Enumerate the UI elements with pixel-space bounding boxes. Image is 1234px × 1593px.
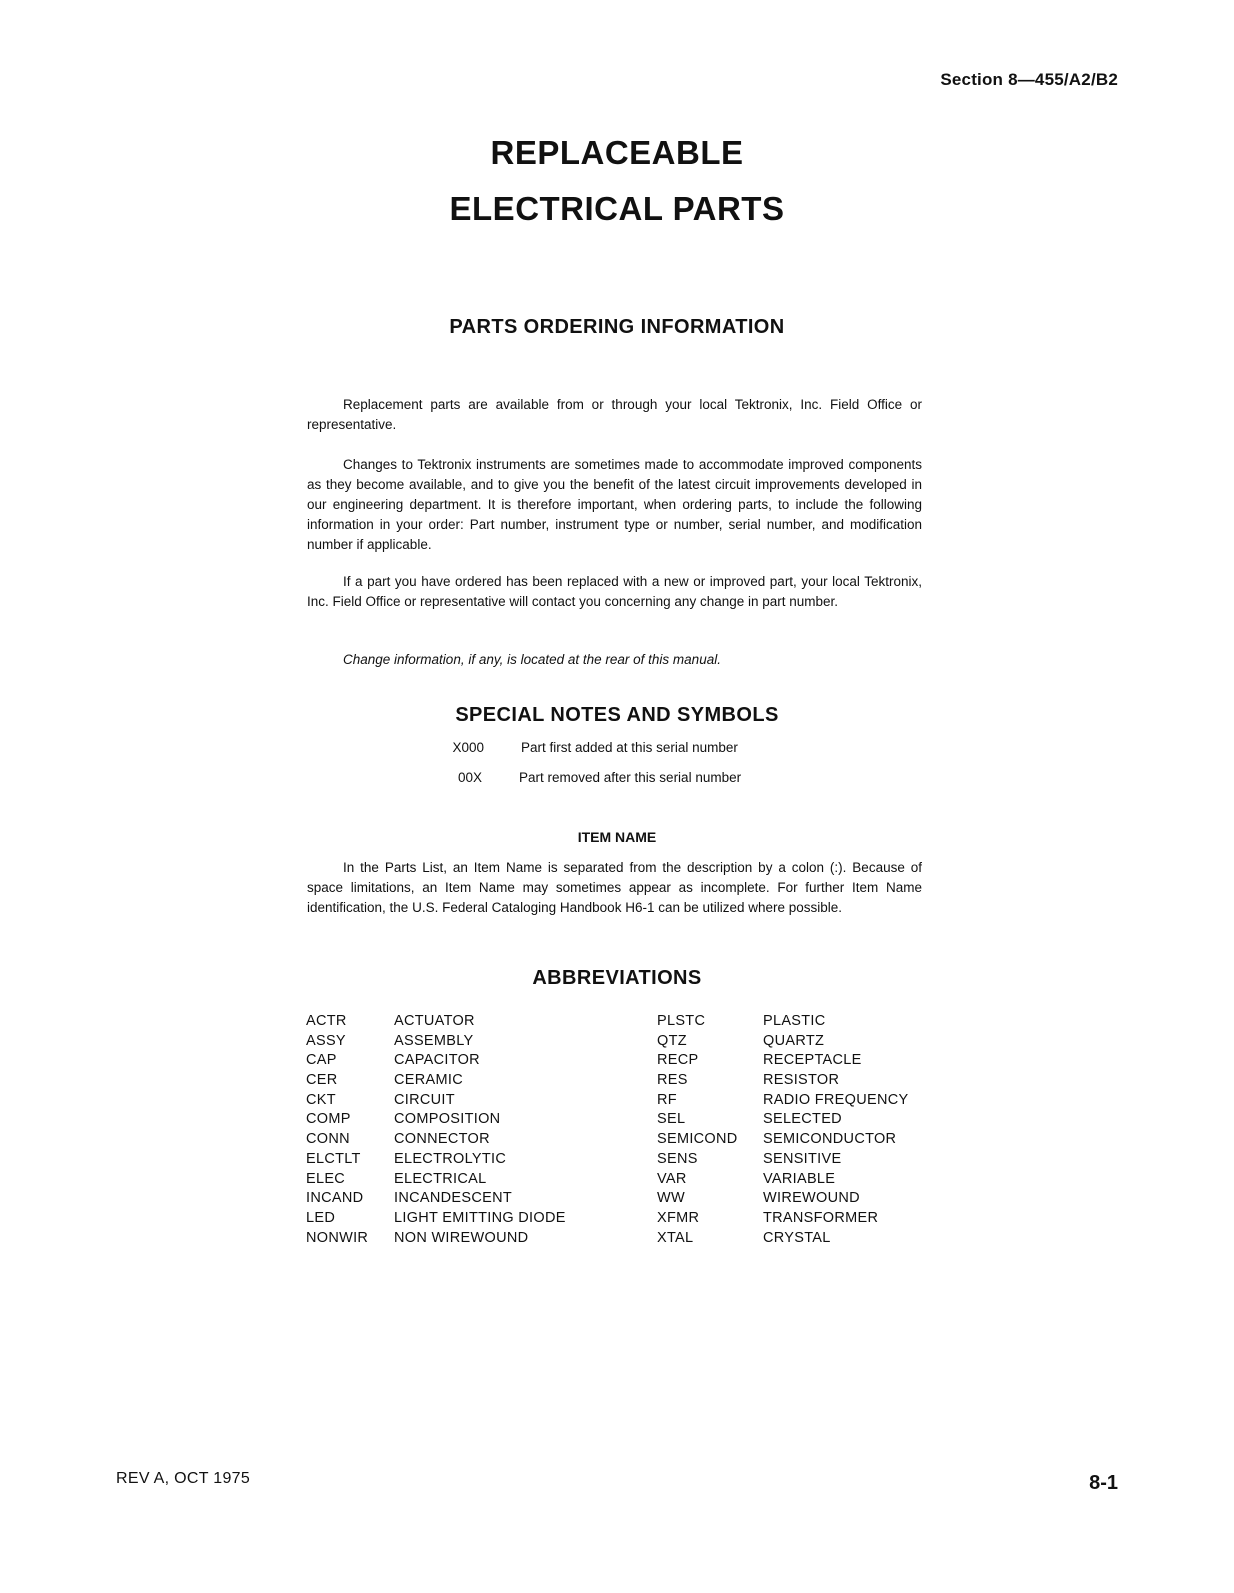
abbr-code: XTAL [657, 1229, 694, 1246]
abbr-code: ASSY [306, 1032, 346, 1049]
abbr-meaning: SELECTED [763, 1111, 842, 1128]
abbr-meaning: ACTUATOR [394, 1013, 475, 1029]
abbr-meaning: CONNECTOR [394, 1131, 490, 1148]
abbr-code: INCAND [306, 1190, 364, 1207]
abbr-meaning: RADIO FREQUENCY [763, 1091, 909, 1108]
abbr-right-meanings [763, 1012, 909, 1248]
abbr-left-meanings [394, 1012, 566, 1248]
revision-label: REV A, OCT 1975 [116, 1470, 251, 1487]
abbr-meaning: QUARTZ [763, 1032, 825, 1049]
abbr-meaning: RESISTOR [763, 1072, 840, 1089]
abbr-code: WW [657, 1190, 685, 1207]
abbr-code: PLSTC [657, 1013, 706, 1029]
symbol-desc-1: Part first added at this serial number [521, 740, 738, 755]
item-name-paragraph: In the Parts List, an Item Name is separated from the description by a colon (:). Because of space limitations, an Item Name may sometimes appear as incomplete. For further Item Name identification, the U.S. Federal Cataloging Handbook H6-1 can be utilized where possible. [307, 860, 922, 915]
notes-heading: SPECIAL NOTES AND SYMBOLS [455, 704, 779, 726]
abbr-meaning: RECEPTACLE [763, 1052, 862, 1069]
abbr-code: VAR [657, 1170, 687, 1187]
abbr-meaning: INCANDESCENT [394, 1190, 512, 1207]
abbr-left-codes [306, 1012, 368, 1248]
page-title-line2: ELECTRICAL PARTS [449, 190, 785, 227]
abbr-right-codes [657, 1012, 738, 1248]
item-name-heading: ITEM NAME [577, 829, 657, 845]
abbr-code: ELCTLT [306, 1150, 361, 1167]
abbr-meaning: LIGHT EMITTING DIODE [394, 1209, 566, 1226]
abbr-meaning: WIREWOUND [763, 1190, 860, 1207]
abbr-code: LED [306, 1209, 336, 1226]
ordering-heading: PARTS ORDERING INFORMATION [449, 316, 785, 338]
abbr-meaning: VARIABLE [763, 1170, 836, 1187]
symbol-code-1: X000 [452, 740, 484, 755]
symbol-code-2: 00X [457, 770, 482, 785]
abbr-meaning: SEMICONDUCTOR [763, 1131, 897, 1148]
ordering-paragraph-3: If a part you have ordered has been replaced with a new or improved part, your local Tektronix, Inc. Field Office or representative will contact you concerning any change in part number. [307, 574, 922, 609]
abbr-code: ELEC [306, 1170, 346, 1187]
abbr-code: SENS [657, 1150, 698, 1167]
abbr-meaning: CRYSTAL [763, 1229, 831, 1246]
abbr-code: RECP [657, 1052, 699, 1069]
abbr-code: NONWIR [306, 1229, 369, 1246]
abbr-code: SEL [657, 1111, 686, 1128]
abbr-code: CAP [306, 1052, 337, 1069]
abbr-code: CONN [306, 1131, 350, 1148]
abbr-meaning: CAPACITOR [394, 1052, 480, 1069]
section-header: Section 8—455/A2/B2 [940, 70, 1118, 89]
abbr-code: RES [657, 1072, 688, 1089]
abbr-code: SEMICOND [657, 1131, 738, 1148]
abbr-meaning: CERAMIC [394, 1072, 463, 1089]
abbr-meaning: CIRCUIT [394, 1091, 455, 1108]
abbr-meaning: NON WIREWOUND [394, 1229, 529, 1246]
ordering-paragraph-4: Change information, if any, is located at the rear of this manual. [343, 652, 721, 667]
abbr-meaning: SENSITIVE [763, 1150, 842, 1167]
abbr-code: ACTR [306, 1013, 347, 1029]
abbr-code: CKT [306, 1091, 336, 1108]
abbr-code: RF [657, 1091, 677, 1108]
abbr-meaning: ELECTROLYTIC [394, 1150, 507, 1167]
abbr-code: QTZ [657, 1032, 687, 1049]
page-title-line1: REPLACEABLE [490, 134, 744, 171]
symbol-desc-2: Part removed after this serial number [519, 770, 742, 785]
ordering-paragraph-2: Changes to Tektronix instruments are sometimes made to accommodate improved components as they become available, and to give you the benefit of the latest circuit improvements developed in our engineering department. It is therefore important, when ordering parts, to include the following information in your order: Part number, instrument type or number, serial number, and modification number if applicable. [307, 457, 922, 552]
abbr-meaning: COMPOSITION [394, 1111, 501, 1128]
abbreviations-heading: ABBREVIATIONS [532, 967, 702, 989]
abbr-code: XFMR [657, 1209, 700, 1226]
page-number: 8-1 [1089, 1472, 1118, 1494]
abbr-code: CER [306, 1072, 338, 1089]
abbr-meaning: ELECTRICAL [394, 1170, 487, 1187]
abbr-meaning: PLASTIC [763, 1013, 826, 1029]
abbr-meaning: TRANSFORMER [763, 1209, 879, 1226]
abbr-code: COMP [306, 1111, 351, 1128]
abbr-meaning: ASSEMBLY [394, 1032, 474, 1049]
ordering-paragraph-1: Replacement parts are available from or through your local Tektronix, Inc. Field Office or representative. [307, 397, 922, 432]
